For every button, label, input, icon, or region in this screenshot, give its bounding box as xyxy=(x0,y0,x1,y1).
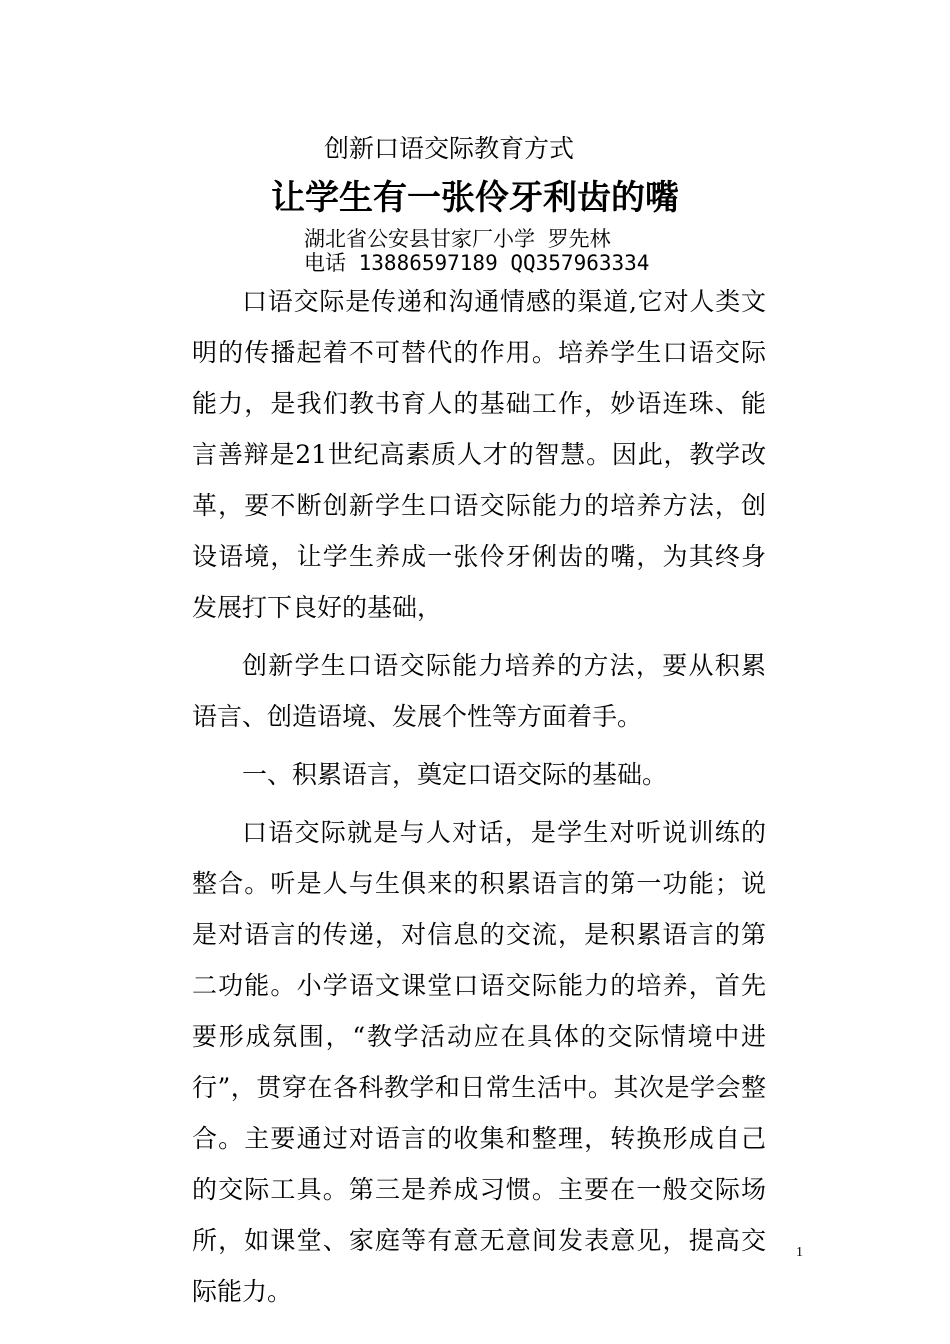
contact-line: 电话 13886597189 QQ357963334 xyxy=(304,251,650,275)
document-subtitle: 创新口语交际教育方式 xyxy=(324,134,575,163)
paragraph-intro: 口语交际是传递和沟通情感的渠道,它对人类文明的传播起着不可替代的作用。培养学生口语交际能力，是我们教书育人的基础工作，妙语连珠、能言善辩是21世纪高素质人才的智慧。因此，教学改革，要不断创新学生口语交际能力的培养方法，创设语境，让学生养成一张伶牙俐齿的嘴，为其终身发展打下良好的基础， xyxy=(192,287,766,622)
section-heading-1: 一、积累语言，奠定口语交际的基础。 xyxy=(242,760,668,789)
author-line: 湖北省公安县甘家厂小学 罗先林 xyxy=(304,227,611,251)
page-number: 1 xyxy=(796,1245,803,1260)
paragraph-section-1: 口语交际就是与人对话，是学生对听说训练的整合。听是人与生俱来的积累语言的第一功能；说是对语言的传递，对信息的交流，是积累语言的第二功能。小学语文课堂口语交际能力的培养，首先要形成氛围，“教学活动应在具体的交际情境中进行”，贯穿在各科教学和日常生活中。其次是学会整合。主要通过对语言的收集和整理，转换形成自己的交际工具。第三是养成习惯。主要在一般交际场所，如课堂、家庭等有意无意间发表意见，提高交际能力。 xyxy=(192,818,766,1306)
document-body xyxy=(192,276,766,1324)
paragraph-method: 创新学生口语交际能力培养的方法，要从积累语言、创造语境、发展个性等方面着手。 xyxy=(192,651,766,731)
document-title: 让学生有一张伶牙利齿的嘴 xyxy=(271,178,679,218)
